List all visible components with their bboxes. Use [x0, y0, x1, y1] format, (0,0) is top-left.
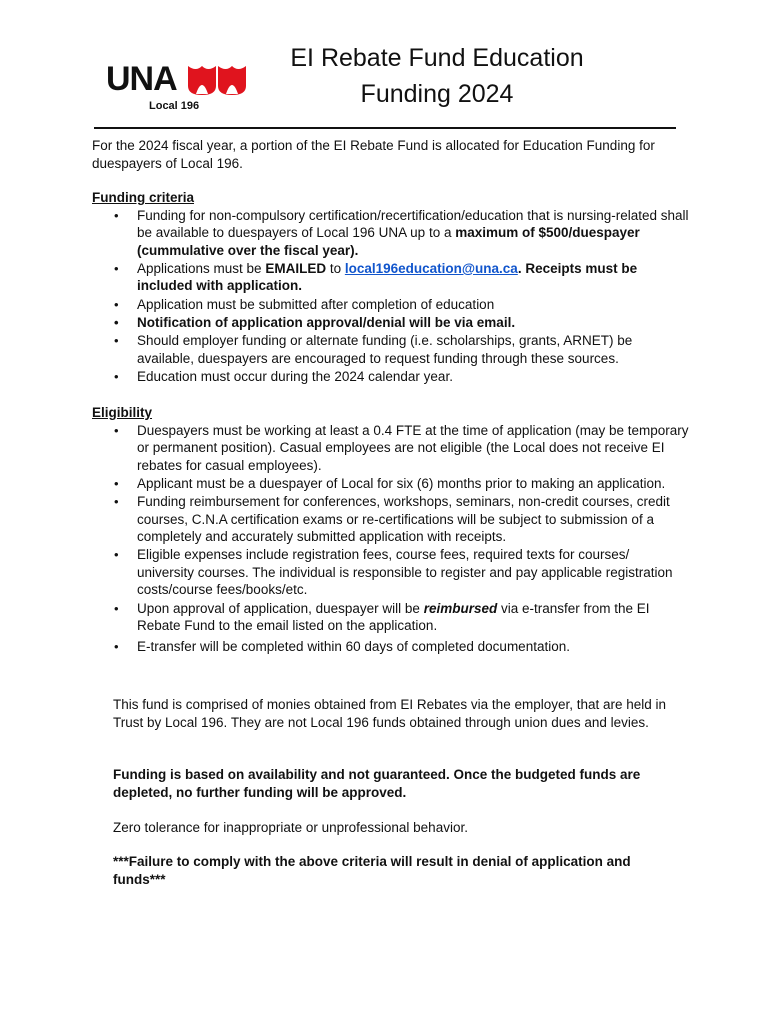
compliance-warning: ***Failure to comply with the above criteria will result in denial of application and funds*** [113, 854, 631, 887]
eligibility-section [92, 404, 690, 656]
list-item: • Duespayers must be working at least a 0.4 FTE at the time of application (may be temporary or permanent position). Casual employees are not eligible (the Local does not receive EI rebates for casual employees). [137, 422, 690, 475]
logo-text: UNA [106, 60, 177, 98]
funding-criteria-list [92, 207, 690, 386]
list-item: • Upon approval of application, duespayer will be reimbursed via e-transfer from the EI Rebate Fund to the email listed on the application. [137, 600, 690, 635]
list-item: • Application must be submitted after completion of education [137, 296, 690, 314]
list-item: • Notification of application approval/denial will be via email. [137, 314, 690, 332]
funding-criteria-heading: Funding criteria [92, 190, 195, 205]
list-item: • Applications must be EMAILED to local196education@una.ca. Receipts must be included with application. [137, 260, 690, 295]
intro-paragraph: For the 2024 fiscal year, a portion of the EI Rebate Fund is allocated for Education Funding for duespayers of Local 196. [92, 138, 655, 171]
eligibility-heading: Eligibility [92, 405, 153, 420]
list-item: • Eligible expenses include registration fees, course fees, required texts for courses/ university courses. The individual is responsible to register and pay applicable registration costs/course fees/books/etc. [137, 546, 690, 599]
conduct-notice: Zero tolerance for inappropriate or unprofessional behavior. [113, 820, 468, 835]
title-line-1: EI Rebate Fund Education [290, 44, 584, 72]
title-line-2: Funding 2024 [360, 80, 514, 108]
logo-subtitle: Local 196 [149, 100, 200, 112]
list-item: • E-transfer will be completed within 60 days of completed documentation. [137, 638, 690, 656]
list-item: • Applicant must be a duespayer of Local for six (6) months prior to making an application. [137, 475, 690, 493]
logo-flame-icon [186, 64, 248, 96]
list-item: • Funding reimbursement for conferences, workshops, seminars, non-credit courses, credit courses, C.N.A certification exams or re-certifications will be subject to submission of a completely and accurately submitted application with receipts. [137, 493, 690, 546]
availability-notice: Funding is based on availability and not guaranteed. Once the budgeted funds are depleted, no further funding will be approved. [113, 767, 641, 800]
page-title [270, 40, 604, 112]
eligibility-list [92, 422, 690, 656]
funding-criteria-section [92, 189, 690, 386]
una-logo [106, 60, 250, 116]
fund-source-paragraph: This fund is comprised of monies obtained from EI Rebates via the employer, that are held in Trust by Local 196. They are not Local 196 funds obtained through union dues and levies. [113, 697, 667, 730]
list-item: • Education must occur during the 2024 calendar year. [137, 368, 690, 386]
header-divider [94, 127, 676, 129]
list-item: • Funding for non-compulsory certification/recertification/education that is nursing-related shall be available to duespayers of Local 196 UNA up to a maximum of $500/duespayer (cummulative over the fiscal year). [137, 207, 690, 260]
email-link[interactable]: local196education@una.ca [344, 260, 518, 276]
list-item: • Should employer funding or alternate funding (i.e. scholarships, grants, ARNET) be available, duespayers are encouraged to request funding through these sources. [137, 332, 690, 367]
